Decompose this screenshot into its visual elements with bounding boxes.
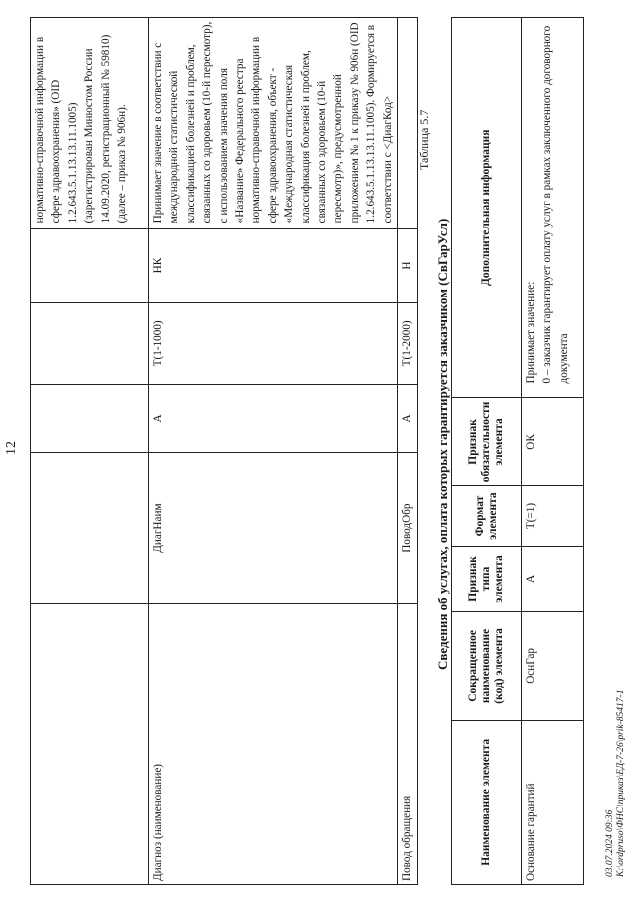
footer-file-path: К:\ordpruso\ФНС\приказ\ЕД-7-26\prik-85417-1: [616, 689, 626, 877]
guarantee-table: [451, 17, 584, 885]
header-name: Наименование элемента: [452, 720, 522, 884]
table-cell-code: [31, 453, 149, 604]
footer-stamp: [605, 690, 627, 877]
table-cell-required: НК: [149, 229, 398, 303]
table-cell-format: T(1-1000): [149, 302, 398, 384]
table-cell-info: Принимает значение в соответствии с международной статистической классификацией болезней и проблем, связанных со здоровьем (10-й пересмотр), с использованием значения поля «Название» Федерального реестра нормативно-справочной информации в сфере здравоохранения, объект - «Международная статистическая классификация болезней и проблем, связанных со здоровьем (10-й пересмотр)», предусмотренной приложением № 1 к приказу № 906н (OID 1.2.643.5.1.13.13.11.1005). Формируется в соответствии с <ДиагКод>: [149, 18, 398, 229]
table-cell-name: Диагноз (наименование): [149, 604, 398, 885]
table-cell-code: ДиагНаим: [149, 453, 398, 604]
header-format: Формат элемента: [452, 486, 522, 546]
table-cell-format: [31, 302, 149, 384]
table-cell-code: ОснГар: [522, 612, 584, 720]
table-cell-type: А: [398, 384, 417, 452]
header-info: Дополнительная информация: [452, 18, 522, 398]
header-code: Сокращенное наименование (код) элемента: [452, 612, 522, 720]
table-cell-name: Основание гарантий: [522, 720, 584, 884]
table-row: [522, 18, 584, 885]
table-cell-format: T(=1): [522, 486, 584, 546]
table-number: Таблица 5.7: [417, 109, 431, 170]
page-number: 12: [4, 441, 19, 455]
info-line-1: Принимает значение:: [525, 281, 537, 384]
table-cell-info: [398, 18, 417, 229]
table-cell-required: [31, 229, 149, 303]
table-cell-name: Повод обращения: [398, 604, 417, 885]
table-cell-type: [31, 384, 149, 452]
section-heading: Сведения об услугах, оплата которых гарантируется заказчиком (СвГарУсл): [435, 218, 450, 670]
table-cell-type: А: [149, 384, 398, 452]
table-cell-info: [522, 18, 584, 398]
info-line-2: 0 – заказчик гарантирует оплату услуг в рамках заключенного договорного документа: [541, 25, 570, 384]
footer-timestamp: 03.07.2024 09:36: [605, 809, 615, 877]
table-cell-info: нормативно-справочной информации в сфере здравоохранения» (OID 1.2.643.5.1.13.13.11.1005) (зарегистрирован Минюстом России 14.09.2020, регистрационный № 59810) (далее – приказ № 906н).: [31, 18, 149, 229]
table-row: [31, 18, 149, 885]
table-row: [149, 18, 398, 885]
table-header-row: [452, 18, 522, 885]
header-required: Признак обязательности элемента: [452, 398, 522, 486]
header-type: Признак типа элемента: [452, 546, 522, 612]
table-cell-format: T(1-2000): [398, 302, 417, 384]
table-cell-required: Н: [398, 229, 417, 303]
table-cell-name: [31, 604, 149, 885]
continuation-table: [30, 17, 418, 885]
table-cell-required: ОК: [522, 398, 584, 486]
table-cell-type: А: [522, 546, 584, 612]
table-row: [398, 18, 417, 885]
table-cell-code: ПоводОбр: [398, 453, 417, 604]
